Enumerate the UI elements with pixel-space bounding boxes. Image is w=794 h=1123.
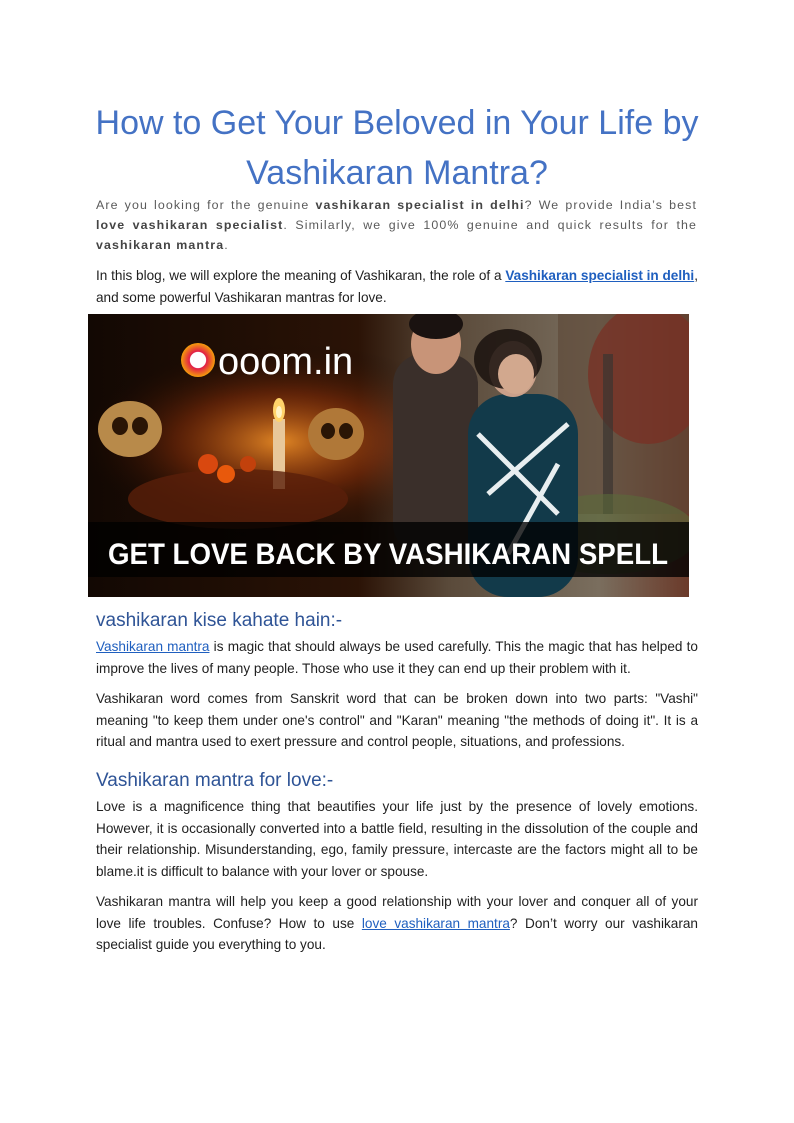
intro-text: Are you looking for the genuine	[96, 198, 316, 212]
page-title: How to Get Your Beloved in Your Life by Vashikaran Mantra?	[95, 104, 699, 192]
section2-paragraph-1: Love is a magnificence thing that beautifies your life just by the presence of lovely emotions. However, it is occasionally converted into a battle field, resulting in the dissolution of the couple and their relationship. Misunderstanding, ego, family pressure, intercaste are the factors might all to be blame.it is difficult to balance with your lover or spouse.	[96, 799, 698, 879]
intro-paragraph	[96, 195, 697, 255]
blog-text: , and some powerful Vashikaran mantras for love.	[96, 268, 698, 305]
section1-paragraph-2	[96, 688, 698, 753]
intro-bold-keyword: vashikaran mantra	[96, 238, 225, 252]
section1-lead-word: Vashikaran	[96, 691, 163, 706]
section2-paragraph-2	[96, 891, 698, 956]
intro-bold-keyword: love vashikaran specialist	[96, 218, 284, 232]
intro-text: .	[224, 238, 229, 252]
banner-text: GET LOVE BACK BY VASHIKARAN SPELL	[108, 538, 668, 571]
hero-image	[88, 314, 689, 597]
love-vashikaran-mantra-link[interactable]: love vashikaran mantra	[361, 915, 510, 931]
intro-bold-keyword: vashikaran specialist in delhi	[315, 198, 525, 212]
section2-text: ? Don’t worry our	[509, 915, 633, 931]
section2-lead-word: vashikaran specialist	[96, 915, 698, 952]
vashikaran-specialist-link[interactable]: Vashikaran specialist in delhi	[505, 268, 695, 283]
logo-text: ooom.in	[218, 341, 354, 383]
section2-text: guide you everything to you.	[151, 937, 326, 952]
section-heading-mantra-for-love: Vashikaran mantra for love:-	[96, 770, 334, 791]
blog-text: In this blog, we will explore the meaning of Vashikaran, the role of a	[96, 268, 506, 283]
section1-text: is magic that should always be used carefully. This the magic that has helped to improve the lives of many people. Those who use it they can end up their problem with it.	[96, 639, 698, 676]
blog-paragraph	[96, 265, 698, 308]
intro-text: . Similarly, we give 100% genuine and quick results for the	[283, 218, 697, 232]
intro-text: ? We provide India’s best	[524, 198, 697, 212]
section-heading-kise-kahate: vashikaran kise kahate hain:-	[96, 610, 343, 631]
section2-text: will help you keep a good relationship with your lover and conquer all of your love life troubles. Confuse? How to use	[96, 894, 699, 931]
section1-paragraph-1	[96, 636, 698, 679]
section2-lead-word: Vashikaran mantra	[96, 894, 211, 909]
section1-text: word comes from Sanskrit word that can be broken down into two parts: "Vashi" meaning "to keep them under one's control" and "Karan" meaning "the methods of doing it". It is a ritual and mantra used to exert pressure and control people, situations, and professions.	[96, 691, 698, 749]
vashikaran-mantra-link[interactable]: Vashikaran mantra	[96, 639, 210, 654]
